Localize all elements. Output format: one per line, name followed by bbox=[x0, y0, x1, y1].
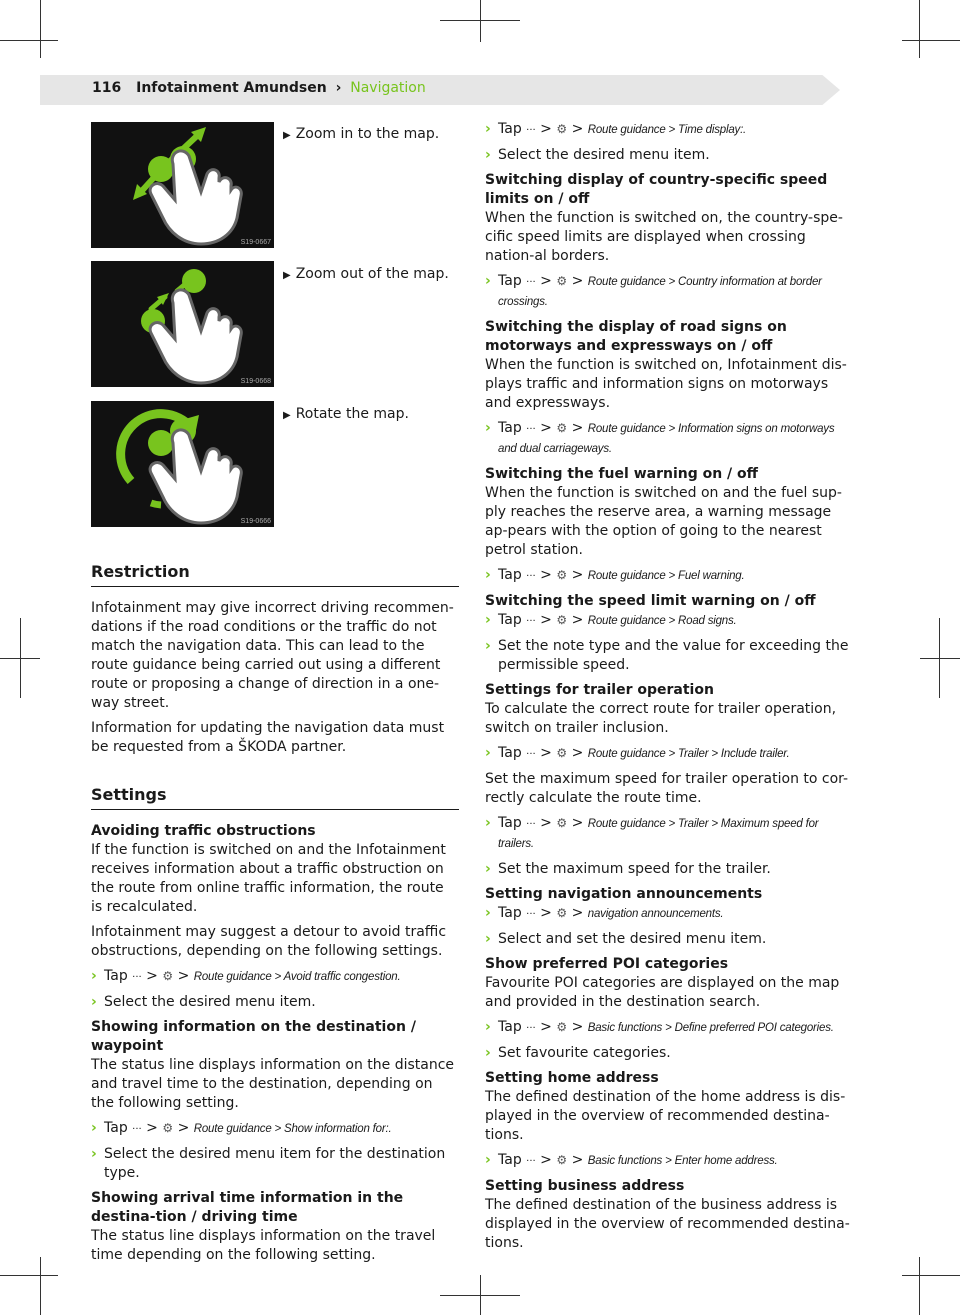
figure-caption-zoom-in: ▶ Zoom in to the map. bbox=[283, 126, 440, 142]
paragraph: Information for updating the navigation data must be requested from a ŠKODA partner. bbox=[91, 720, 445, 755]
paragraph: The defined destination of the home address is dis-played in the overview of recommended destina-tions. bbox=[485, 1089, 846, 1143]
settings-gear-icon: ⚙ bbox=[556, 613, 568, 627]
chevron-bullet-icon: › bbox=[485, 638, 491, 654]
settings-gear-icon: ⚙ bbox=[556, 421, 568, 435]
paragraph: The status line displays information on the travel time depending on the following setting. bbox=[91, 1228, 436, 1263]
more-dots-icon: ··· bbox=[526, 1023, 536, 1034]
figure-code: S19-0668 bbox=[240, 378, 271, 385]
figure-zoom-out bbox=[91, 261, 274, 387]
triangle-bullet-icon: ▶ bbox=[283, 270, 291, 281]
instruction-step: › Select the desired menu item. bbox=[91, 994, 316, 1010]
settings-gear-icon: ⚙ bbox=[556, 906, 568, 920]
instruction-step: › Select the desired menu item. bbox=[485, 147, 710, 163]
page-number: 116 bbox=[92, 80, 122, 96]
figure-rotate bbox=[91, 401, 274, 527]
paragraph: When the function is switched on and the fuel sup-ply reaches the reserve area, a warning message ap-pears with the option of going to the nearest petrol station. bbox=[485, 485, 842, 558]
instruction-step: › Set the note type and the value for exceeding the permissible speed. bbox=[485, 638, 849, 673]
rotate-gesture-icon bbox=[91, 401, 274, 527]
settings-gear-icon: ⚙ bbox=[556, 1020, 568, 1034]
paragraph: To calculate the correct route for trailer operation, switch on trailer inclusion. bbox=[485, 701, 837, 736]
chevron-bullet-icon: › bbox=[91, 1146, 97, 1162]
chevron-bullet-icon: › bbox=[91, 994, 97, 1010]
subheading: Settings for trailer operation bbox=[485, 682, 714, 698]
settings-gear-icon: ⚙ bbox=[556, 816, 568, 830]
chevron-bullet-icon: › bbox=[91, 968, 97, 984]
instruction-step: › Tap ··· > ⚙ > Route guidance > Trailer > Maximum speed for trailers. bbox=[485, 815, 819, 850]
left-column bbox=[91, 562, 459, 1271]
paragraph: Infotainment may suggest a detour to avoid traffic obstructions, depending on the following settings. bbox=[91, 924, 447, 959]
subheading: Showing arrival time information in the destina-tion / driving time bbox=[91, 1190, 404, 1225]
section-heading-settings: Settings bbox=[91, 785, 459, 810]
more-dots-icon: ··· bbox=[526, 819, 536, 830]
subheading: Switching display of country-specific speed limits on / off bbox=[485, 172, 828, 207]
paragraph: The defined destination of the business address is displayed in the overview of recommended destina-tions. bbox=[485, 1197, 850, 1251]
subheading: Setting business address bbox=[485, 1178, 685, 1194]
figure-code: S19-0666 bbox=[240, 518, 271, 525]
settings-gear-icon: ⚙ bbox=[162, 1121, 174, 1135]
more-dots-icon: ··· bbox=[526, 277, 536, 288]
breadcrumb-separator: › bbox=[335, 80, 342, 96]
section-heading-restriction: Restriction bbox=[91, 562, 459, 587]
chevron-bullet-icon: › bbox=[485, 612, 491, 628]
instruction-step: › Tap ··· > ⚙ > Route guidance > Show information for:. bbox=[91, 1120, 392, 1136]
instruction-step: › Tap ··· > ⚙ > Route guidance > Fuel warning. bbox=[485, 567, 745, 583]
more-dots-icon: ··· bbox=[132, 1124, 142, 1135]
running-header bbox=[92, 80, 426, 96]
settings-gear-icon: ⚙ bbox=[556, 568, 568, 582]
chevron-bullet-icon: › bbox=[485, 567, 491, 583]
settings-gear-icon: ⚙ bbox=[556, 274, 568, 288]
chevron-bullet-icon: › bbox=[485, 745, 491, 761]
chevron-bullet-icon: › bbox=[485, 931, 491, 947]
instruction-step: › Set the maximum speed for the trailer. bbox=[485, 861, 771, 877]
chevron-bullet-icon: › bbox=[485, 1045, 491, 1061]
instruction-step: › Select the desired menu item for the destination type. bbox=[91, 1146, 446, 1181]
paragraph: When the function is switched on, Infotainment dis-plays traffic and information signs on motorways and expressways. bbox=[485, 357, 847, 411]
figure-caption-rotate: ▶ Rotate the map. bbox=[283, 406, 409, 422]
subheading: Switching the display of road signs on motorways and expressways on / off bbox=[485, 319, 787, 354]
chapter-title: Infotainment Amundsen bbox=[136, 80, 327, 96]
instruction-step: › Tap ··· > ⚙ > Route guidance > Country information at border crossings. bbox=[485, 273, 822, 308]
instruction-step: › Tap ··· > ⚙ > Route guidance > Trailer > Include trailer. bbox=[485, 745, 790, 761]
subheading: Setting navigation announcements bbox=[485, 886, 763, 902]
subheading: Avoiding traffic obstructions bbox=[91, 823, 316, 839]
paragraph: When the function is switched on, the country-spe-cific speed limits are displayed when crossing nation-al borders. bbox=[485, 210, 843, 264]
chevron-bullet-icon: › bbox=[485, 815, 491, 831]
more-dots-icon: ··· bbox=[526, 571, 536, 582]
chevron-bullet-icon: › bbox=[485, 147, 491, 163]
settings-gear-icon: ⚙ bbox=[556, 122, 568, 136]
subheading: Switching the speed limit warning on / off bbox=[485, 593, 816, 609]
more-dots-icon: ··· bbox=[526, 424, 536, 435]
more-dots-icon: ··· bbox=[526, 909, 536, 920]
paragraph: The status line displays information on the distance and travel time to the destination, depending on the following setting. bbox=[91, 1057, 455, 1111]
instruction-step: › Tap ··· > ⚙ > Route guidance > Time display:. bbox=[485, 121, 747, 137]
settings-gear-icon: ⚙ bbox=[162, 969, 174, 983]
instruction-step: › Tap ··· > ⚙ > Route guidance > Road signs. bbox=[485, 612, 737, 628]
instruction-step: › Set favourite categories. bbox=[485, 1045, 671, 1061]
subheading: Show preferred POI categories bbox=[485, 956, 729, 972]
chevron-bullet-icon: › bbox=[91, 1120, 97, 1136]
pinch-zoom-in-gesture-icon bbox=[91, 122, 274, 248]
subheading: Showing information on the destination / waypoint bbox=[91, 1019, 416, 1054]
paragraph: Set the maximum speed for trailer operation to cor-rectly calculate the route time. bbox=[485, 771, 849, 806]
settings-gear-icon: ⚙ bbox=[556, 1153, 568, 1167]
paragraph: Infotainment may give incorrect driving recommen-dations if the road conditions or the traffic do not match the navigation data. This can lead to the route guidance being carried out using a different route or proposing a change of direction in a one-way street. bbox=[91, 600, 454, 711]
more-dots-icon: ··· bbox=[526, 616, 536, 627]
instruction-step: › Select and set the desired menu item. bbox=[485, 931, 767, 947]
more-dots-icon: ··· bbox=[526, 1156, 536, 1167]
subheading: Switching the fuel warning on / off bbox=[485, 466, 759, 482]
instruction-step: › Tap ··· > ⚙ > navigation announcements. bbox=[485, 905, 724, 921]
more-dots-icon: ··· bbox=[526, 125, 536, 136]
chevron-bullet-icon: › bbox=[485, 905, 491, 921]
triangle-bullet-icon: ▶ bbox=[283, 130, 291, 141]
instruction-step: › Tap ··· > ⚙ > Basic functions > Enter home address. bbox=[485, 1152, 778, 1168]
instruction-step: › Tap ··· > ⚙ > Route guidance > Avoid traffic congestion. bbox=[91, 968, 401, 984]
chevron-bullet-icon: › bbox=[485, 861, 491, 877]
section-title: Navigation bbox=[350, 80, 426, 96]
pinch-zoom-out-gesture-icon bbox=[91, 261, 274, 387]
figure-caption-zoom-out: ▶ Zoom out of the map. bbox=[283, 266, 449, 282]
paragraph: If the function is switched on and the Infotainment receives information about a traffic obstruction on the route from online traffic information, the route is recalculated. bbox=[91, 842, 446, 915]
triangle-bullet-icon: ▶ bbox=[283, 410, 291, 421]
figure-code: S19-0667 bbox=[240, 239, 271, 246]
more-dots-icon: ··· bbox=[132, 972, 142, 983]
figure-zoom-in bbox=[91, 122, 274, 248]
chevron-bullet-icon: › bbox=[485, 420, 491, 436]
chevron-bullet-icon: › bbox=[485, 121, 491, 137]
subheading: Setting home address bbox=[485, 1070, 659, 1086]
chevron-bullet-icon: › bbox=[485, 1152, 491, 1168]
chevron-bullet-icon: › bbox=[485, 1019, 491, 1035]
instruction-step: › Tap ··· > ⚙ > Route guidance > Information signs on motorways and dual carriageways. bbox=[485, 420, 835, 455]
chevron-bullet-icon: › bbox=[485, 273, 491, 289]
settings-gear-icon: ⚙ bbox=[556, 746, 568, 760]
instruction-step: › Tap ··· > ⚙ > Basic functions > Define preferred POI categories. bbox=[485, 1019, 834, 1035]
more-dots-icon: ··· bbox=[526, 749, 536, 760]
paragraph: Favourite POI categories are displayed on the map and provided in the destination search. bbox=[485, 975, 840, 1010]
right-column bbox=[485, 120, 853, 1259]
